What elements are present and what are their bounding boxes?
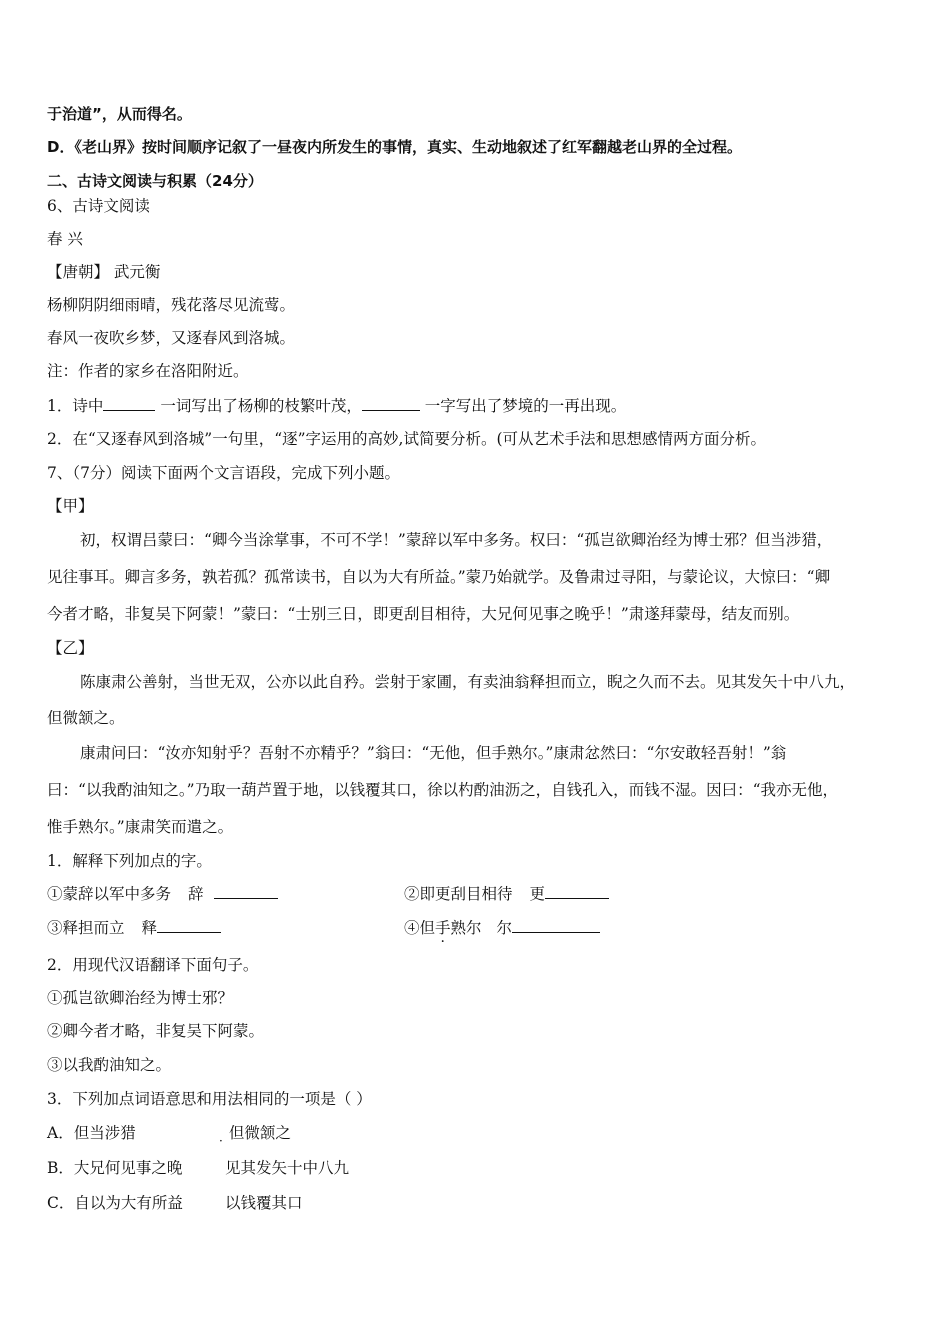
- subquestion-1-row: [47, 918, 512, 938]
- q6-1-middle: 一词写出了杨柳的枝繁叶茂，: [160, 397, 362, 415]
- option-c-second: 以钱覆其口: [225, 1194, 303, 1212]
- answer-blank[interactable]: [545, 884, 609, 899]
- option-b-second: 见其发矢十中八九: [225, 1159, 350, 1177]
- option-c[interactable]: [47, 1193, 303, 1213]
- poem-line-1: 杨柳阴阴细雨晴，残花落尽见流莺。: [47, 296, 296, 314]
- translation-item: ①孤岂欲卿治经为博士邪？: [47, 989, 234, 1007]
- option-b[interactable]: [47, 1158, 350, 1178]
- answer-blank[interactable]: [512, 918, 600, 933]
- answer-blank[interactable]: [103, 396, 155, 411]
- subquestion-1-title: 1．解释下列加点的字。: [47, 852, 212, 870]
- translation-item: ②卿今者才略，非复吴下阿蒙。: [47, 1022, 265, 1040]
- poem-note: 注：作者的家乡在洛阳附近。: [47, 362, 249, 380]
- option-c-first: 自以为大有所益: [74, 1194, 183, 1212]
- item-2-word: 更: [529, 885, 545, 903]
- passage-jia-line: 初，权谓吕蒙曰：“卿今当涂掌事，不可不学！”蒙辞以军中多务。权曰：“孤岂欲卿治经为博士邪？但当涉猎，: [80, 531, 833, 549]
- option-d-line: D．《老山界》按时间顺序记叙了一昼夜内所发生的事情，真实、生动地叙述了红军翻越老山界的全过程。: [47, 138, 742, 156]
- passage-jia-line: 见往事耳。卿言多务，孰若孤？孤常读书，自以为大有所益。”蒙乃始就学。及鲁肃过寻阳，与蒙论议，大惊曰：“卿: [47, 568, 831, 586]
- passage-yi-line: 陈康肃公善射，当世无双，公亦以此自矜。尝射于家圃，有卖油翁释担而立，睨之久而不去。见其发矢十中八九，: [80, 673, 856, 691]
- item-1-word: 辞: [187, 885, 204, 903]
- item-1-text: ①蒙辞以军中多务: [47, 885, 172, 903]
- q6-1-prefix: 1．诗中: [47, 397, 104, 415]
- poem-author: 【唐朝】 武元衡: [47, 263, 161, 281]
- question-6-1: [47, 396, 626, 416]
- passage-yi-label: 【乙】: [47, 639, 94, 657]
- answer-blank[interactable]: [362, 396, 420, 411]
- item-2-text: ②即更刮目相待: [404, 885, 513, 903]
- poem-line-2: 春风一夜吹乡梦，又逐春风到洛城。: [47, 329, 296, 347]
- answer-blank[interactable]: [214, 884, 278, 899]
- option-c-label: C．: [47, 1194, 75, 1212]
- answer-blank[interactable]: [157, 918, 221, 933]
- item-3-word: 释: [141, 919, 157, 937]
- section-heading: 二、古诗文阅读与积累（24分）: [47, 172, 263, 190]
- q6-1-suffix: 一字写出了梦境的一再出现。: [424, 397, 627, 415]
- passage-yi-line: 曰：“以我酌油知之。”乃取一葫芦置于地，以钱覆其口，徐以杓酌油沥之，自钱孔入，而钱不湿。因曰：“我亦无他，: [47, 781, 839, 799]
- poem-title: 春 兴: [47, 230, 83, 248]
- passage-jia-label: 【甲】: [47, 497, 94, 515]
- option-b-first: 大兄何见事之晚: [73, 1159, 183, 1177]
- translation-item: ③以我酌油知之。: [47, 1056, 172, 1074]
- question-6-2: 2．在“又逐春风到洛城”一句里，“逐”字运用的高妙,试简要分析。(可从艺术手法和思想感情两方面分析。: [47, 430, 767, 448]
- question-6-title: 6、古诗文阅读: [47, 197, 150, 215]
- passage-yi-line: 惟手熟尔。”康肃笑而遣之。: [47, 818, 234, 836]
- option-a-label: A．: [47, 1124, 74, 1142]
- option-a[interactable]: [47, 1123, 291, 1148]
- item-4-text: ④但手熟尔 ·: [404, 919, 482, 937]
- option-a-first: 但当涉猎: [73, 1124, 136, 1142]
- text-line: 于治道”，从而得名。: [47, 105, 192, 123]
- passage-yi-line: 但微颔之。: [47, 709, 125, 727]
- subquestion-1-row: [47, 884, 545, 904]
- option-a-second: $_\cdot$ 但微颔之: [219, 1124, 291, 1148]
- item-3-text: ③释担而立: [47, 919, 125, 937]
- subquestion-2-title: 2．用现代汉语翻译下面句子。: [47, 956, 259, 974]
- passage-yi-line: 康肃问曰：“汝亦知射乎？吾射不亦精乎？”翁曰：“无他，但手熟尔。”康肃忿然曰：“尔安敢轻吾射！”翁: [80, 744, 787, 762]
- question-7-title: 7、（7分）阅读下面两个文言语段，完成下列小题。: [47, 464, 400, 482]
- passage-jia-line: 今者才略，非复吴下阿蒙！”蒙曰：“士别三日，即更刮目相待，大兄何见事之晚乎！”肃遂拜蒙母，结友而别。: [47, 605, 800, 623]
- item-4-word: 尔: [496, 919, 512, 937]
- option-b-label: B．: [47, 1159, 74, 1177]
- subquestion-3-title: 3．下列加点词语意思和用法相同的一项是（ ）: [47, 1090, 372, 1108]
